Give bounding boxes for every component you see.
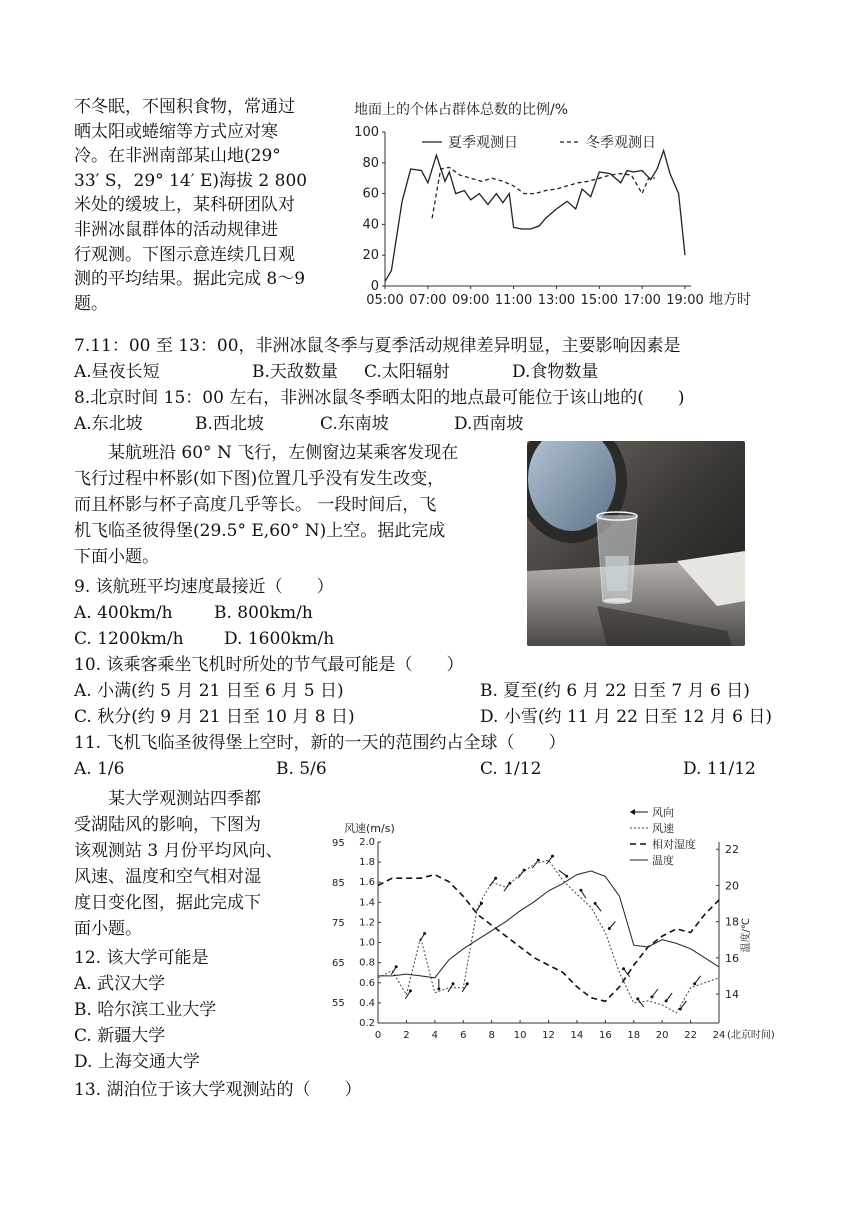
q11-option-c[interactable]: C. 1/12 xyxy=(480,759,542,779)
chart2-wind-direction-arrowhead xyxy=(437,987,440,990)
chart2-wind-direction-arrowhead xyxy=(565,875,568,878)
intro-3-line: 风速、温度和空气相对湿 xyxy=(74,867,261,887)
q7-option-a[interactable]: A.昼夜长短 xyxy=(74,362,160,382)
chart1-x-tick-label: 19:00 xyxy=(666,293,704,308)
q7-options xyxy=(74,360,774,384)
chart2-legend-label-wind-direction: 风向 xyxy=(652,806,674,819)
intro-1-line: 行观测。下图示意连续几日观 xyxy=(74,244,295,265)
intro-3 xyxy=(74,786,314,942)
chart2-wind-tick-label: 2.0 xyxy=(359,837,375,848)
chart2-wind-direction-arrow xyxy=(518,870,524,878)
lake-breeze-chart-svg xyxy=(330,800,800,1050)
intro-3-line: 度日变化图，据此完成下 xyxy=(74,893,261,913)
intro-2-line: 某航班沿 60° N 飞行，左侧窗边某乘客发现在 xyxy=(74,443,459,463)
q9-option-a[interactable]: A. 400km/h xyxy=(74,603,173,623)
chart2-legend-arrowhead xyxy=(630,809,635,815)
chart2-x-tick-label: 18 xyxy=(627,1030,641,1041)
chart1-y-tick-label: 80 xyxy=(362,155,379,171)
chart2-wind-direction-arrowhead xyxy=(636,997,639,1000)
chart1-x-tick-label: 11:00 xyxy=(494,293,533,308)
intro-2-line: 下面小题。 xyxy=(74,547,159,567)
q9-option-b[interactable]: B. 800km/h xyxy=(214,603,313,623)
chart2-wind-direction-arrowhead xyxy=(423,932,426,935)
chart2-humidity-tick-label: 65 xyxy=(332,958,345,969)
question-9: 9. 该航班平均速度最接近（ ） xyxy=(74,577,334,597)
q11-option-d[interactable]: D. 11/12 xyxy=(683,759,756,779)
chart2-humidity-tick-label: 75 xyxy=(332,918,345,929)
q11-option-b[interactable]: B. 5/6 xyxy=(276,759,327,779)
intro-1-line: 不冬眠，不囤积食物，常通过 xyxy=(74,97,295,117)
chart2-wind-tick-label: 1.6 xyxy=(359,877,375,889)
intro-1-line: 冷。在非洲南部某山地(29° xyxy=(74,146,281,167)
question-8: 8.北京时间 15：00 左右，非洲冰鼠冬季晒太阳的地点最可能位于该山地的( ) xyxy=(74,388,685,408)
chart2-wind-direction-arrowhead xyxy=(622,967,625,970)
chart2-legend-label-humidity: 相对湿度 xyxy=(652,838,696,851)
chart2-series-humidity xyxy=(378,875,719,1002)
q8-option-b[interactable]: B.西北坡 xyxy=(195,414,264,434)
q10-option-c[interactable]: C. 秋分(约 9 月 21 日至 10 月 8 日) xyxy=(74,707,355,727)
chart2-wind-direction-arrow xyxy=(695,976,701,984)
intro-1-line: 题。 xyxy=(74,293,108,314)
chart1-series-summer xyxy=(385,151,685,282)
chart2-wind-direction-arrowhead xyxy=(409,989,412,992)
q11-option-a[interactable]: A. 1/6 xyxy=(74,759,125,779)
chart2-series-temperature xyxy=(378,871,719,978)
chart2-wind-direction-arrowhead xyxy=(650,995,653,998)
chart2-x-tick-label: 22 xyxy=(684,1030,697,1041)
chart2-wind-direction-arrow xyxy=(490,878,496,886)
chart2-x-tick-label: 2 xyxy=(403,1030,410,1041)
intro-3-line: 该观测站 3 月份平均风向、 xyxy=(74,841,283,861)
q9-option-d[interactable]: D. 1600km/h xyxy=(224,629,335,649)
chart1-x-tick-label: 15:00 xyxy=(580,293,619,308)
q12-option-c[interactable]: C. 新疆大学 xyxy=(74,1026,166,1046)
chart1-x-tick-label: 05:00 xyxy=(366,293,404,308)
chart2-wind-direction-arrowhead xyxy=(508,882,511,885)
rat-activity-chart xyxy=(352,96,782,316)
chart2-x-tick-label: 24 xyxy=(712,1030,726,1041)
chart1-x-label: 地方时 xyxy=(709,292,751,308)
chart2-wind-direction-arrowhead xyxy=(494,877,497,880)
chart1-y-tick-label: 0 xyxy=(370,279,379,294)
intro-1-line: 米处的缓坡上，某科研团队对 xyxy=(74,195,295,216)
chart2-humidity-tick-label: 95 xyxy=(332,838,345,849)
q7-option-b[interactable]: B.天敌数量 xyxy=(252,362,338,382)
chart1-y-tick-label: 20 xyxy=(362,248,379,264)
intro-1 xyxy=(74,95,344,316)
chart2-x-tick-label: 4 xyxy=(431,1030,439,1041)
q10-option-a[interactable]: A. 小满(约 5 月 21 日至 6 月 5 日) xyxy=(74,681,344,701)
chart1-x-tick-label: 17:00 xyxy=(623,293,661,308)
intro-2-line: 机飞临圣彼得堡(29.5° E,60° N)上空。据此完成 xyxy=(74,521,446,541)
chart2-wind-tick-label: 0.2 xyxy=(359,1018,375,1029)
chart2-wind-tick-label: 0.8 xyxy=(359,957,375,969)
chart2-wind-direction-arrowhead xyxy=(679,1007,682,1010)
intro-2 xyxy=(74,440,524,570)
chart2-x-tick-label: 16 xyxy=(598,1030,612,1041)
chart2-wind-direction-arrowhead xyxy=(395,965,398,968)
chart2-x-tick-label: 12 xyxy=(542,1030,555,1041)
chart2-x-tick-label: 8 xyxy=(488,1030,495,1041)
chart2-wind-direction-arrowhead xyxy=(523,869,526,872)
chart2-left-axis-label: 风速(m/s) xyxy=(344,822,395,835)
intro-2-line: 而且杯影与杯子高度几乎等长。 一段时间后，飞 xyxy=(74,495,437,515)
intro-3-line: 受湖陆风的影响，下图为 xyxy=(74,815,261,835)
lake-breeze-chart xyxy=(330,800,800,1050)
chart2-wind-direction-arrowhead xyxy=(537,859,540,862)
question-12: 12. 该大学可能是 xyxy=(74,948,209,968)
cup-shadow-photo xyxy=(527,441,745,646)
q12-option-a[interactable]: A. 武汉大学 xyxy=(74,974,166,994)
intro-2-line: 飞行过程中杯影(如下图)位置几乎没有发生改变， xyxy=(74,469,445,489)
q9-option-c[interactable]: C. 1200km/h xyxy=(74,629,184,649)
chart2-wind-direction-arrowhead xyxy=(608,927,611,930)
chart2-wind-direction-arrow xyxy=(652,989,658,997)
chart2-wind-direction-arrow xyxy=(680,1001,686,1009)
chart2-right-axis-label: 温度/℃ xyxy=(741,917,752,953)
chart1-x-tick-label: 07:00 xyxy=(409,293,447,308)
q8-options xyxy=(74,412,774,436)
chart2-wind-direction-arrowhead xyxy=(665,999,668,1002)
chart2-temp-tick-label: 16 xyxy=(725,951,739,965)
question-13: 13. 湖泊位于该大学观测站的（ ） xyxy=(74,1080,362,1100)
chart2-wind-direction-arrowhead xyxy=(452,982,455,985)
intro-3-line: 某大学观测站四季都 xyxy=(74,789,261,809)
intro-1-line: 非洲冰鼠群体的活动规律进 xyxy=(74,219,278,240)
chart1-x-tick-label: 09:00 xyxy=(451,293,490,308)
chart2-temp-tick-label: 14 xyxy=(725,988,739,1002)
chart2-series-windspeed xyxy=(378,860,719,1013)
question-10: 10. 该乘客乘坐飞机时所处的节气最可能是（ ） xyxy=(74,655,464,675)
q10-option-d[interactable]: D. 小雪(约 11 月 22 日至 12 月 6 日) xyxy=(480,707,773,727)
chart2-humidity-tick-label: 85 xyxy=(332,878,345,889)
intro-1-line: 测的平均结果。据此完成 8～9 xyxy=(74,269,306,290)
q8-option-d[interactable]: D.西南坡 xyxy=(454,414,524,434)
intro-3-line: 面小题。 xyxy=(74,919,142,939)
chart2-wind-direction-arrowhead xyxy=(480,902,483,905)
chart2-wind-direction-arrowhead xyxy=(693,982,696,985)
chart2-x-label: (北京时间) xyxy=(727,1030,775,1041)
chart1-legend-label-winter: 冬季观测日 xyxy=(586,135,656,151)
chart2-x-tick-label: 10 xyxy=(513,1030,527,1041)
chart2-temp-tick-label: 22 xyxy=(725,843,739,857)
chart1-title: 地面上的个体占群体总数的比例/% xyxy=(354,102,569,118)
chart2-temp-tick-label: 18 xyxy=(725,915,739,929)
chart2-legend-label-temperature: 温度 xyxy=(652,854,674,867)
chart2-x-tick-label: 14 xyxy=(570,1030,584,1041)
chart2-wind-direction-arrowhead xyxy=(466,982,469,985)
q10-option-b[interactable]: B. 夏至(约 6 月 22 日至 7 月 6 日) xyxy=(480,681,750,701)
chart2-temp-tick-label: 20 xyxy=(725,879,739,893)
chart2-wind-tick-label: 1.2 xyxy=(359,917,375,929)
chart2-wind-tick-label: 1.4 xyxy=(359,897,375,909)
chart2-x-tick-label: 0 xyxy=(374,1030,382,1041)
chart2-wind-direction-arrow xyxy=(559,870,567,876)
chart2-wind-direction-arrowhead xyxy=(594,902,597,905)
chart2-wind-tick-label: 0.6 xyxy=(359,977,375,989)
cup-shadow-illustration xyxy=(527,441,745,646)
chart2-legend-label-windspeed: 风速 xyxy=(652,822,674,835)
chart1-y-tick-label: 60 xyxy=(362,186,379,202)
q7-option-d[interactable]: D.食物数量 xyxy=(512,362,599,382)
chart2-wind-direction-arrowhead xyxy=(551,855,554,858)
intro-1-line: 33′ S，29° 14′ E)海拔 2 800 xyxy=(74,170,308,191)
chart1-y-tick-label: 40 xyxy=(362,217,379,233)
intro-1-line: 晒太阳或蜷缩等方式应对寒 xyxy=(74,121,278,142)
question-7: 7.11：00 至 13：00，非洲冰鼠冬季与夏季活动规律差异明显，主要影响因素是 xyxy=(74,336,681,356)
chart2-wind-tick-label: 1.8 xyxy=(359,857,375,869)
chart2-x-tick-label: 6 xyxy=(460,1030,467,1041)
chart2-wind-tick-label: 0.4 xyxy=(359,997,375,1009)
chart2-wind-tick-label: 1.0 xyxy=(359,937,375,949)
chart1-y-tick-label: 100 xyxy=(354,125,379,140)
question-11: 11. 飞机飞临圣彼得堡上空时，新的一天的范围约占全球（ ） xyxy=(74,733,566,753)
rat-activity-chart-svg xyxy=(352,96,782,316)
chart1-x-tick-label: 13:00 xyxy=(537,293,576,308)
q7-option-c[interactable]: C.太阳辐射 xyxy=(364,362,450,382)
chart2-wind-direction-arrowhead xyxy=(579,889,582,892)
chart2-humidity-tick-label: 55 xyxy=(332,998,345,1009)
q12-option-d[interactable]: D. 上海交通大学 xyxy=(74,1052,200,1072)
q12-option-b[interactable]: B. 哈尔滨工业大学 xyxy=(74,1000,217,1020)
chart2-wind-direction-arrow xyxy=(638,999,644,1007)
q8-option-a[interactable]: A.东北坡 xyxy=(74,414,143,434)
chart1-legend-label-summer: 夏季观测日 xyxy=(448,135,518,151)
chart2-x-tick-label: 20 xyxy=(655,1030,669,1041)
q8-option-c[interactable]: C.东南坡 xyxy=(320,414,389,434)
